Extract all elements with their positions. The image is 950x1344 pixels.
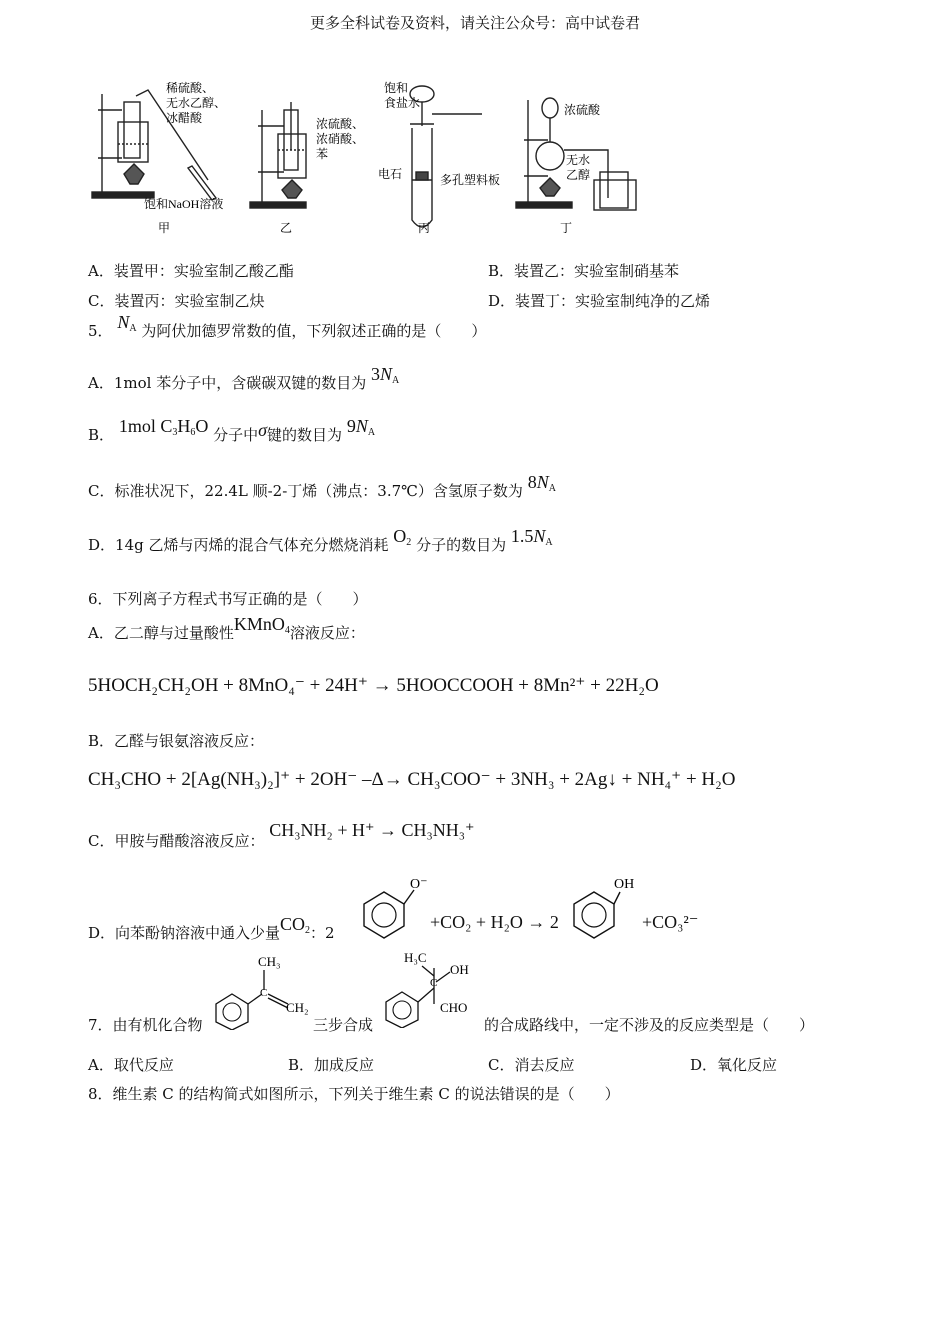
q6-a-equation: 5HOCH₂CH₂OH + 8MnO₄⁻ + 24H⁺ → 5HOOCCOOH + 8Mn²⁺ + 22H₂O bbox=[88, 675, 659, 696]
q4-option-a: A．装置甲：实验室制乙酸乙酯 bbox=[88, 262, 294, 280]
phenol-structure bbox=[570, 870, 642, 942]
q5-d-o: O bbox=[393, 526, 407, 546]
q5-na-sub: A bbox=[129, 323, 137, 334]
q7-pre: 7．由有机化合物 bbox=[88, 1016, 203, 1034]
bing-caption: 丙 bbox=[418, 221, 431, 235]
q5-option-a bbox=[88, 364, 400, 394]
jia-caption: 甲 bbox=[158, 221, 171, 235]
q6-d-coef: ：2 bbox=[310, 924, 335, 942]
q5-d-sub: 2 bbox=[406, 537, 412, 548]
q6-stem: 6．下列离子方程式书写正确的是（ ） bbox=[88, 590, 368, 608]
q5-d-na: N bbox=[533, 526, 546, 546]
ding-caption: 丁 bbox=[560, 221, 573, 235]
ding-label2: 无水 bbox=[566, 153, 591, 167]
phenoxide-label: O⁻ bbox=[410, 877, 428, 892]
jia-label4: 饱和NaOH溶液 bbox=[144, 197, 224, 211]
q5-option-c bbox=[88, 472, 556, 502]
q6-d-equation-end: +CO₃²⁻ bbox=[642, 912, 699, 932]
bing-label4: 多孔塑料板 bbox=[440, 173, 501, 187]
q6-c-equation: CH₃NH₂ + H⁺ → CH₃NH₃⁺ bbox=[269, 820, 475, 840]
q5-a-na-sub: A bbox=[392, 375, 400, 386]
q5-a-text: A．1mol 苯分子中，含碳碳双键的数目为 bbox=[88, 374, 367, 392]
q6-option-c bbox=[88, 820, 475, 851]
q8-stem: 8．维生素 C 的结构简式如图所示，下列关于维生素 C 的说法错误的是（ ） bbox=[88, 1085, 620, 1103]
m2-cho-label: CHO bbox=[440, 1000, 468, 1015]
q5-b-label: B． bbox=[88, 426, 115, 444]
q5-b-na: N bbox=[355, 416, 368, 436]
q5-b-mid: 分子中 bbox=[213, 426, 259, 444]
q5-a-na: N bbox=[379, 364, 392, 384]
q5-d-na-sub: A bbox=[545, 537, 553, 548]
yi-label1: 浓硫酸、 bbox=[316, 117, 365, 131]
q5-num: 5． bbox=[88, 322, 113, 340]
q5-b-sub1: 3 bbox=[172, 427, 178, 438]
q5-c-na-sub: A bbox=[548, 483, 556, 494]
q5-option-d bbox=[88, 526, 553, 556]
apparatus-yi bbox=[250, 102, 306, 208]
phenoxide-structure bbox=[360, 870, 430, 942]
m2-h3c-label: H₃C bbox=[404, 950, 427, 965]
q6-option-d bbox=[88, 914, 335, 944]
jia-label2: 无水乙醇、 bbox=[166, 96, 227, 110]
q7-mid: 三步合成 bbox=[313, 1016, 374, 1034]
q6-option-a bbox=[88, 614, 365, 644]
q7-post: 的合成路线中，一定不涉及的反应类型是（ ） bbox=[484, 1016, 815, 1034]
hydroxy-aldehyde-structure bbox=[382, 946, 482, 1028]
q7-option-a: A．取代反应 bbox=[88, 1056, 174, 1074]
bing-label2: 食盐水 bbox=[384, 96, 421, 110]
q5-b-value: 9 bbox=[346, 416, 356, 436]
m2-oh-label: OH bbox=[450, 962, 469, 977]
q5-b-sub2: 6 bbox=[190, 427, 196, 438]
q5-stem bbox=[88, 312, 487, 342]
q5-b-o: O bbox=[195, 416, 209, 436]
q6-b-text: B．乙醛与银氨溶液反应： bbox=[88, 732, 265, 750]
q7-option-b: B．加成反应 bbox=[288, 1056, 375, 1074]
bing-label1: 饱和 bbox=[384, 81, 409, 95]
q6-d-co-sub: 2 bbox=[305, 925, 311, 936]
apparatus-figure bbox=[88, 80, 653, 240]
q6-d-co: CO bbox=[280, 914, 306, 934]
q5-c-na: N bbox=[536, 472, 549, 492]
q6-c-text: C．甲胺与醋酸溶液反应： bbox=[88, 832, 265, 850]
q5-d-post: 分子的数目为 bbox=[416, 536, 507, 554]
q6-a-text: A．乙二醇与过量酸性 bbox=[88, 624, 234, 642]
q5-b-na-sub: A bbox=[367, 427, 376, 438]
q6-d-text: D．向苯酚钠溶液中通入少量 bbox=[88, 924, 281, 942]
ding-label1: 浓硫酸 bbox=[564, 103, 601, 117]
q5-option-b bbox=[88, 416, 376, 446]
q7-option-d: D．氧化反应 bbox=[690, 1056, 778, 1074]
m1-ch3-label: CH₃ bbox=[258, 954, 281, 969]
ding-label3: 乙醇 bbox=[566, 168, 591, 182]
q4-option-c: C．装置丙：实验室制乙炔 bbox=[88, 292, 265, 310]
alpha-methylstyrene-structure bbox=[212, 950, 312, 1030]
q5-b-sigma: σ bbox=[258, 420, 268, 440]
apparatus-bing bbox=[410, 86, 482, 227]
phenol-label: OH bbox=[614, 877, 635, 892]
q5-b-h: H bbox=[177, 416, 191, 436]
yi-label2: 浓硝酸、 bbox=[316, 132, 365, 146]
q5-b-formula: 1mol C bbox=[118, 416, 173, 436]
q5-na-symbol: N bbox=[117, 312, 130, 332]
m1-c-label: C bbox=[260, 987, 268, 999]
q6-a-reagent: KMnO bbox=[233, 614, 285, 634]
q5-question: 为阿伏加德罗常数的值，下列叙述正确的是（ ） bbox=[141, 322, 487, 340]
m2-c-label: C bbox=[430, 977, 438, 989]
yi-label3: 苯 bbox=[316, 147, 329, 161]
q5-d-value: 1.5 bbox=[510, 526, 534, 546]
q6-b-equation: CH₃CHO + 2[Ag(NH₃)₂]⁺ + 2OH⁻ –Δ→ CH₃COO⁻ + 3NH₃ + 2Ag↓ + NH₄⁺ + H₂O bbox=[88, 769, 736, 790]
q4-option-b: B．装置乙：实验室制硝基苯 bbox=[488, 262, 680, 280]
q5-d-text: D．14g 乙烯与丙烯的混合气体充分燃烧消耗 bbox=[88, 536, 389, 554]
q6-a-reagent-sub: 4 bbox=[284, 625, 290, 636]
jia-label1: 稀硫酸、 bbox=[166, 81, 215, 95]
q7-option-c: C．消去反应 bbox=[488, 1056, 575, 1074]
jia-label3: 冰醋酸 bbox=[166, 111, 203, 125]
q4-option-d: D．装置丁：实验室制纯净的乙烯 bbox=[488, 292, 711, 310]
yi-caption: 乙 bbox=[280, 221, 293, 235]
page-header: 更多全科试卷及资料，请关注公众号：高中试卷君 bbox=[309, 14, 640, 32]
q5-c-value: 8 bbox=[527, 472, 537, 492]
q5-a-value: 3 bbox=[370, 364, 380, 384]
q6-d-equation-mid: +CO₂ + H₂O → 2 bbox=[430, 912, 559, 932]
q5-c-text: C．标准状况下，22.4L 顺-2-丁烯（沸点：3.7℃）含氢原子数为 bbox=[88, 482, 523, 500]
bing-label3: 电石 bbox=[378, 167, 403, 181]
q5-b-post: 键的数目为 bbox=[267, 426, 343, 444]
m1-ch2-label: CH₂ bbox=[286, 1000, 309, 1015]
q6-a-post: 溶液反应： bbox=[289, 624, 365, 642]
